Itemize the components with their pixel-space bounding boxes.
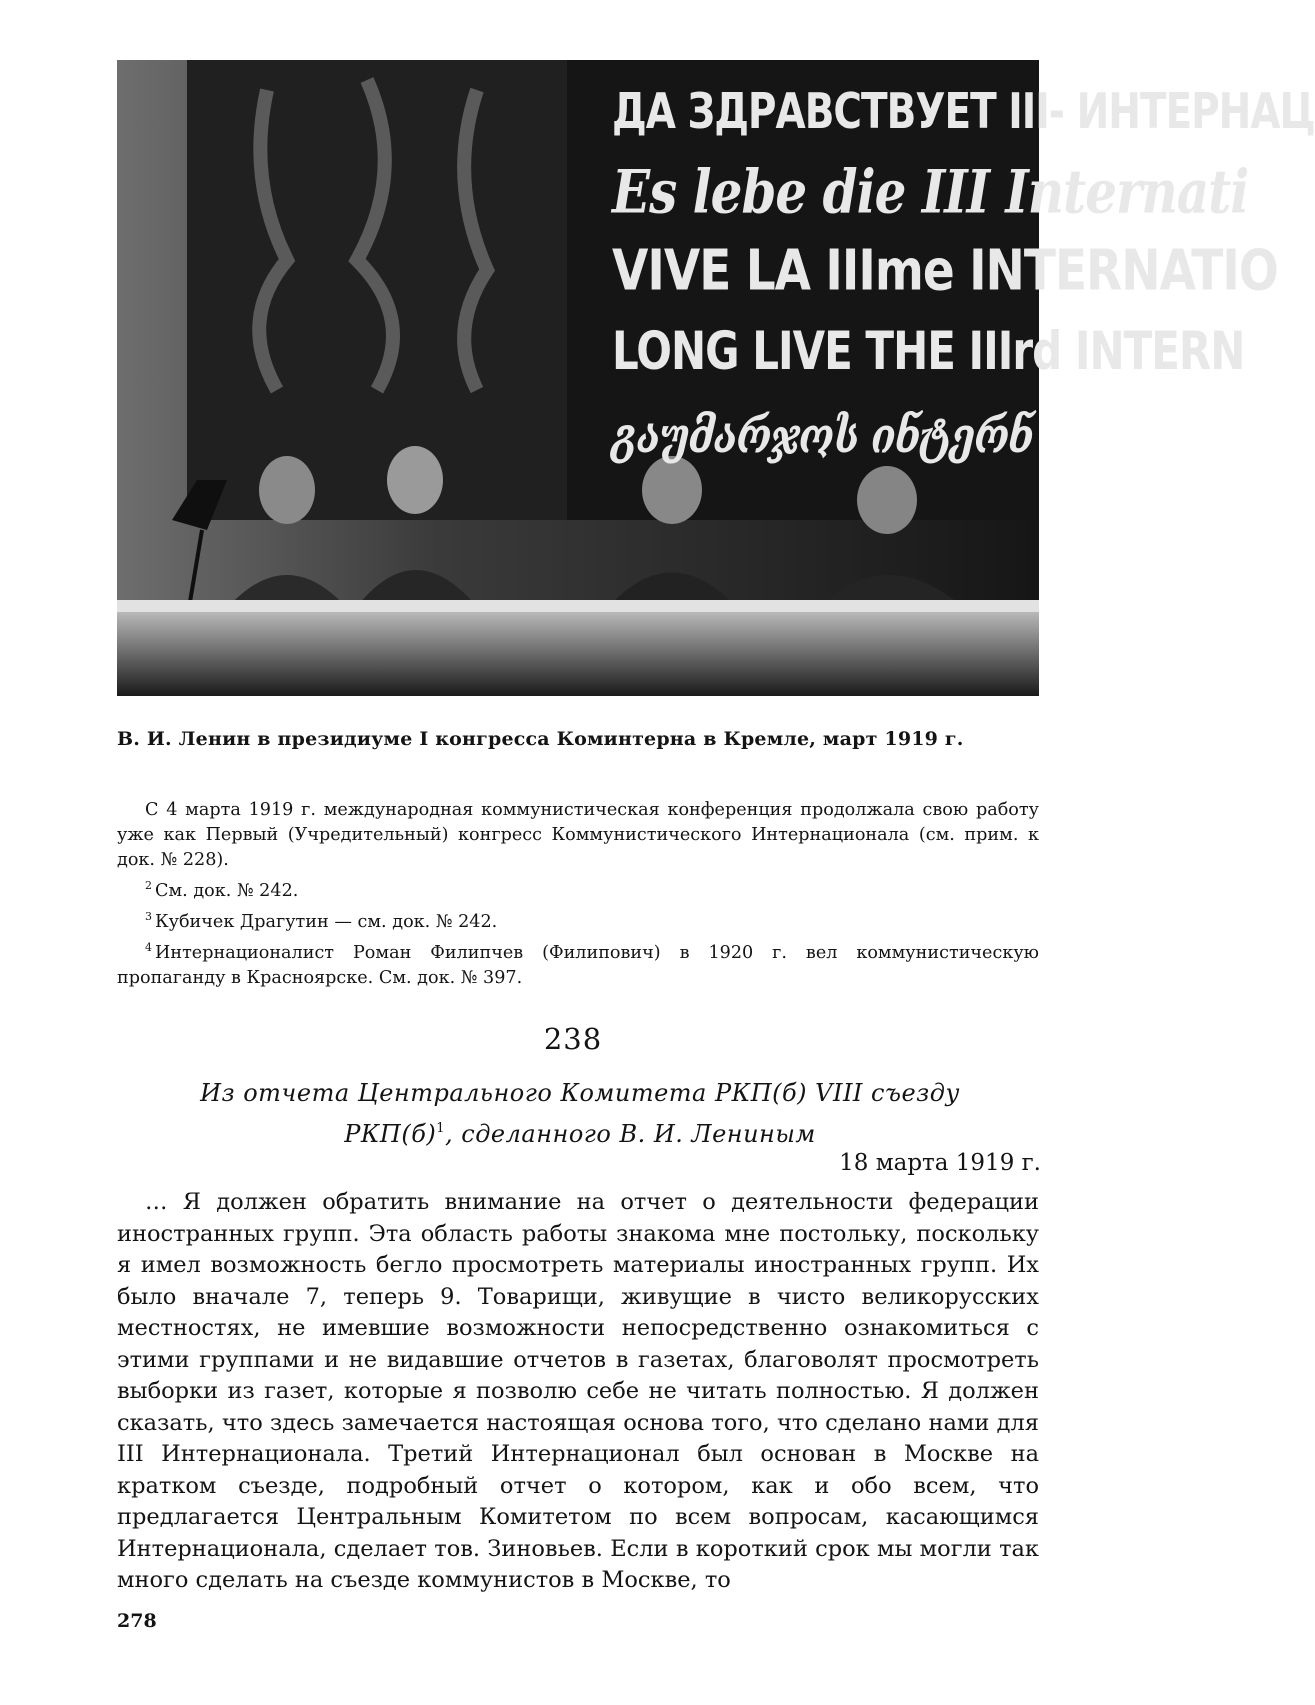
document-title-line1: Из отчета Центрального Комитета РКП(б) VIII съезду [200, 1079, 960, 1107]
footnote-text: См. док. № 242. [155, 881, 299, 901]
banner-line-french: VIVE LA IIIme INTERNATIO [612, 238, 1278, 304]
body-paragraph: … Я должен обратить внимание на отчет о деятельности федерации иностранных групп. Эта область работы знакома мне постольку, поскольку я имел возможность бегло просмотреть материалы иностранных групп. Их было вначале 7, теперь 9. Товарищи, живущие в чисто великорусских местностях, не имевшие возможности непосредственно ознакомиться с этими группами и не видавшие отчетов в газетах, благоволят просмотреть выборки из газет, которые я позволю себе не читать полностью. Я должен сказать, что здесь замечается настоящая основа того, что сделано нами для III Интернационала. Третий Интернационал был основан в Москве на кратком съезде, подробный отчет о котором, как и обо всем, что предлагается Центральным Комитетом по всем вопросам, касающимся Интернационала, сделает тов. Зиновьев. Если в короткий срок мы могли так много сделать на съезде коммунистов в Москве, то [117, 1189, 1039, 1593]
footnote-2 [117, 873, 1039, 904]
banner-line-russian: ДА ЗДРАВСТВУЕТ III- ИНТЕРНАЦ [612, 84, 1315, 141]
footnote-4 [117, 935, 1039, 991]
document-title [200, 1075, 960, 1152]
title-footnote-mark: 1 [436, 1121, 445, 1136]
footnote-text: Кубичек Драгутин — см. док. № 242. [155, 912, 498, 932]
banner-line-georgian: გაუმარჯოს ინტერნ [612, 408, 1033, 465]
note-intro: С 4 марта 1919 г. международная коммунистическая конференция продолжала свою работу уже как Первый (Учредительный) конгресс Коммунистического Интернационала (см. прим. к док. № 228). [117, 800, 1039, 870]
banner-line-german: Es lebe die III Internati [612, 156, 1249, 227]
footnote-mark: 2 [145, 879, 152, 892]
document-body [117, 1187, 1039, 1597]
document-title-line2-rest: , сделанного В. И. Лениным [445, 1120, 816, 1148]
banner-line-english: LONG LIVE THE IIIrd INTERN [612, 320, 1245, 382]
footnote-3 [117, 904, 1039, 935]
photo-caption: В. И. Ленин в президиуме I конгресса Коминтерна в Кремле, март 1919 г. [117, 728, 964, 750]
footnotes-block [117, 798, 1039, 991]
footnote-mark: 4 [145, 941, 152, 954]
document-title-line2: РКП(б) [344, 1120, 437, 1148]
page-number: 278 [117, 1610, 157, 1632]
presidium-photo [117, 60, 1315, 696]
document-number: 238 [543, 1022, 603, 1056]
footnote-text: Интернационалист Роман Филипчев (Филипович) в 1920 г. вел коммунистическую пропаганду в Красноярске. См. док. № 397. [117, 943, 1039, 988]
footnote-mark: 3 [145, 910, 152, 923]
document-date: 18 марта 1919 г. [839, 1150, 1041, 1176]
